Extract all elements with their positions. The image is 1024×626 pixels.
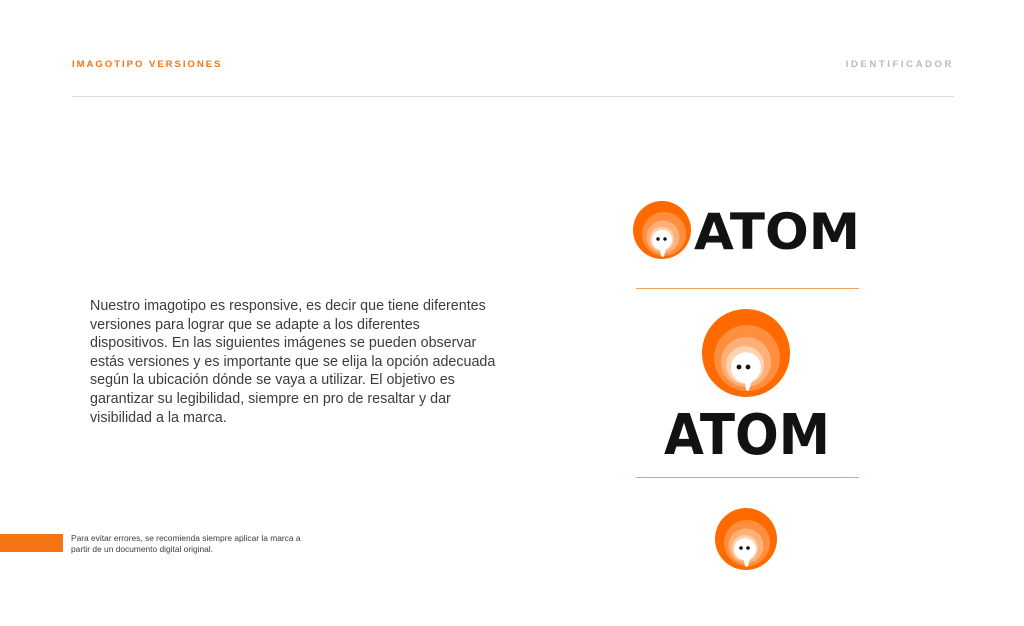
header-divider bbox=[72, 96, 954, 97]
logo-separator bbox=[636, 288, 859, 289]
logo-separator bbox=[636, 477, 859, 478]
atom-isotipo-icon bbox=[713, 506, 781, 574]
atom-wordmark: ATOM bbox=[694, 203, 860, 261]
footer-note: Para evitar errores, se recomienda siempre aplicar la marca a partir de un documento digital original. bbox=[71, 533, 301, 555]
logo-horizontal bbox=[630, 198, 870, 267]
description-paragraph: Nuestro imagotipo es responsive, es decir que tiene diferentes versiones para lograr que se adapte a los diferentes dispositivos. En las siguientes imágenes se pueden observar estás versiones y es importante que se elija la opción adecuada según la ubicación dónde se vaya a utilizar. El objetivo es garantizar su legibilidad, siempre en pro de resaltar y dar visibilidad a la marca. bbox=[90, 298, 496, 426]
category-label: IDENTIFICADOR bbox=[845, 59, 954, 70]
section-title: IMAGOTIPO VERSIONES bbox=[72, 59, 223, 70]
atom-horizontal-svg bbox=[630, 198, 870, 262]
logo-isotipo bbox=[713, 506, 781, 579]
atom-isotipo-icon bbox=[702, 309, 790, 397]
atom-vertical-svg bbox=[660, 308, 836, 460]
accent-bar bbox=[0, 534, 63, 552]
atom-isotipo-icon bbox=[633, 201, 691, 259]
logo-vertical bbox=[660, 308, 836, 465]
atom-wordmark: ATOM bbox=[664, 403, 830, 460]
